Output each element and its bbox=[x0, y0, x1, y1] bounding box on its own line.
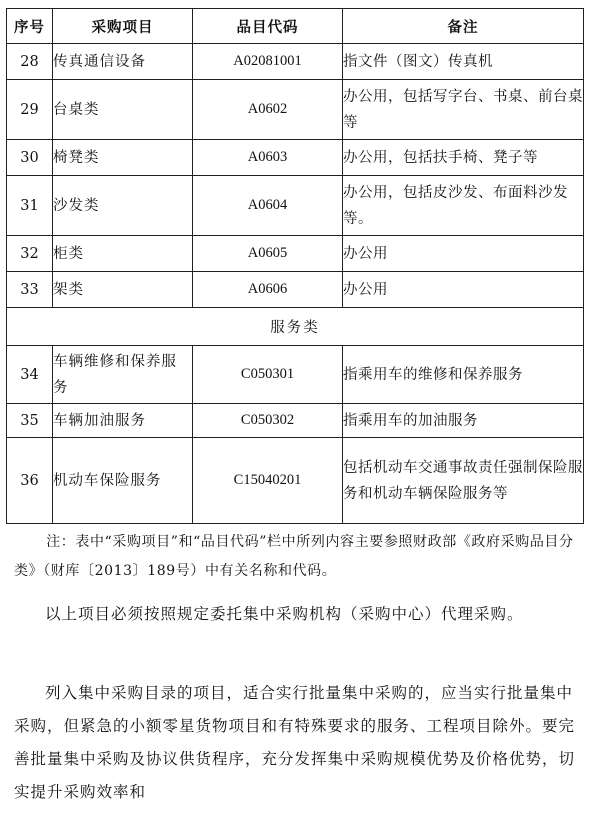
table-row bbox=[7, 236, 584, 272]
table-footnote: 注：表中“采购项目”和“品目代码”栏中所列内容主要参照财政部《政府采购品目分类》（财库〔2013〕189号）中有关名称和代码。 bbox=[14, 534, 574, 579]
row-no: 33 bbox=[7, 272, 53, 308]
table-row bbox=[7, 272, 584, 308]
row-code: A02081001 bbox=[193, 44, 343, 80]
table-row bbox=[7, 346, 584, 404]
row-item: 沙发类 bbox=[53, 176, 193, 236]
row-item: 传真通信设备 bbox=[53, 44, 193, 80]
section-row bbox=[7, 308, 584, 346]
header-item: 采购项目 bbox=[53, 9, 193, 44]
row-no: 30 bbox=[7, 140, 53, 176]
row-note: 办公用 bbox=[343, 236, 584, 272]
header-note: 备注 bbox=[343, 9, 584, 44]
row-code: A0602 bbox=[193, 80, 343, 140]
row-no: 32 bbox=[7, 236, 53, 272]
row-code: A0604 bbox=[193, 176, 343, 236]
row-no: 34 bbox=[7, 346, 53, 404]
header-code: 品目代码 bbox=[193, 9, 343, 44]
procurement-table bbox=[6, 8, 584, 524]
row-no: 31 bbox=[7, 176, 53, 236]
row-item: 柜类 bbox=[53, 236, 193, 272]
paragraph-batch-procurement: 列入集中采购目录的项目，适合实行批量集中采购的，应当实行批量集中采购，但紧急的小额零星货物项目和有特殊要求的服务、工程项目除外。要完善批量集中采购及协议供货程序，充分发挥集中采购规模优势及价格优势，切实提升采购效率和 bbox=[14, 684, 576, 801]
row-note: 指乘用车的维修和保养服务 bbox=[343, 346, 584, 404]
row-note: 指文件（图文）传真机 bbox=[343, 44, 584, 80]
table-row bbox=[7, 44, 584, 80]
table-row bbox=[7, 140, 584, 176]
row-code: C050301 bbox=[193, 346, 343, 404]
row-code: C050302 bbox=[193, 404, 343, 438]
row-item: 车辆加油服务 bbox=[53, 404, 193, 438]
row-note: 办公用，包括皮沙发、布面料沙发等。 bbox=[343, 176, 584, 236]
row-no: 29 bbox=[7, 80, 53, 140]
row-note: 包括机动车交通事故责任强制保险服务和机动车辆保险服务等 bbox=[343, 438, 584, 524]
row-item: 机动车保险服务 bbox=[53, 438, 193, 524]
row-code: C15040201 bbox=[193, 438, 343, 524]
row-note: 指乘用车的加油服务 bbox=[343, 404, 584, 438]
row-code: A0605 bbox=[193, 236, 343, 272]
row-code: A0606 bbox=[193, 272, 343, 308]
row-no: 36 bbox=[7, 438, 53, 524]
table-row bbox=[7, 404, 584, 438]
table-row bbox=[7, 176, 584, 236]
section-label: 服务类 bbox=[7, 308, 584, 346]
row-note: 办公用，包括扶手椅、凳子等 bbox=[343, 140, 584, 176]
row-item: 架类 bbox=[53, 272, 193, 308]
table-row bbox=[7, 80, 584, 140]
table-row bbox=[7, 438, 584, 524]
row-note: 办公用，包括写字台、书桌、前台桌等 bbox=[343, 80, 584, 140]
table-header-row bbox=[7, 9, 584, 44]
row-code: A0603 bbox=[193, 140, 343, 176]
row-item: 椅凳类 bbox=[53, 140, 193, 176]
row-note: 办公用 bbox=[343, 272, 584, 308]
header-no: 序号 bbox=[7, 9, 53, 44]
row-item: 台桌类 bbox=[53, 80, 193, 140]
row-no: 35 bbox=[7, 404, 53, 438]
row-no: 28 bbox=[7, 44, 53, 80]
paragraph-agency-procurement: 以上项目必须按照规定委托集中采购机构（采购中心）代理采购。 bbox=[45, 605, 524, 623]
row-item: 车辆维修和保养服务 bbox=[53, 346, 193, 404]
